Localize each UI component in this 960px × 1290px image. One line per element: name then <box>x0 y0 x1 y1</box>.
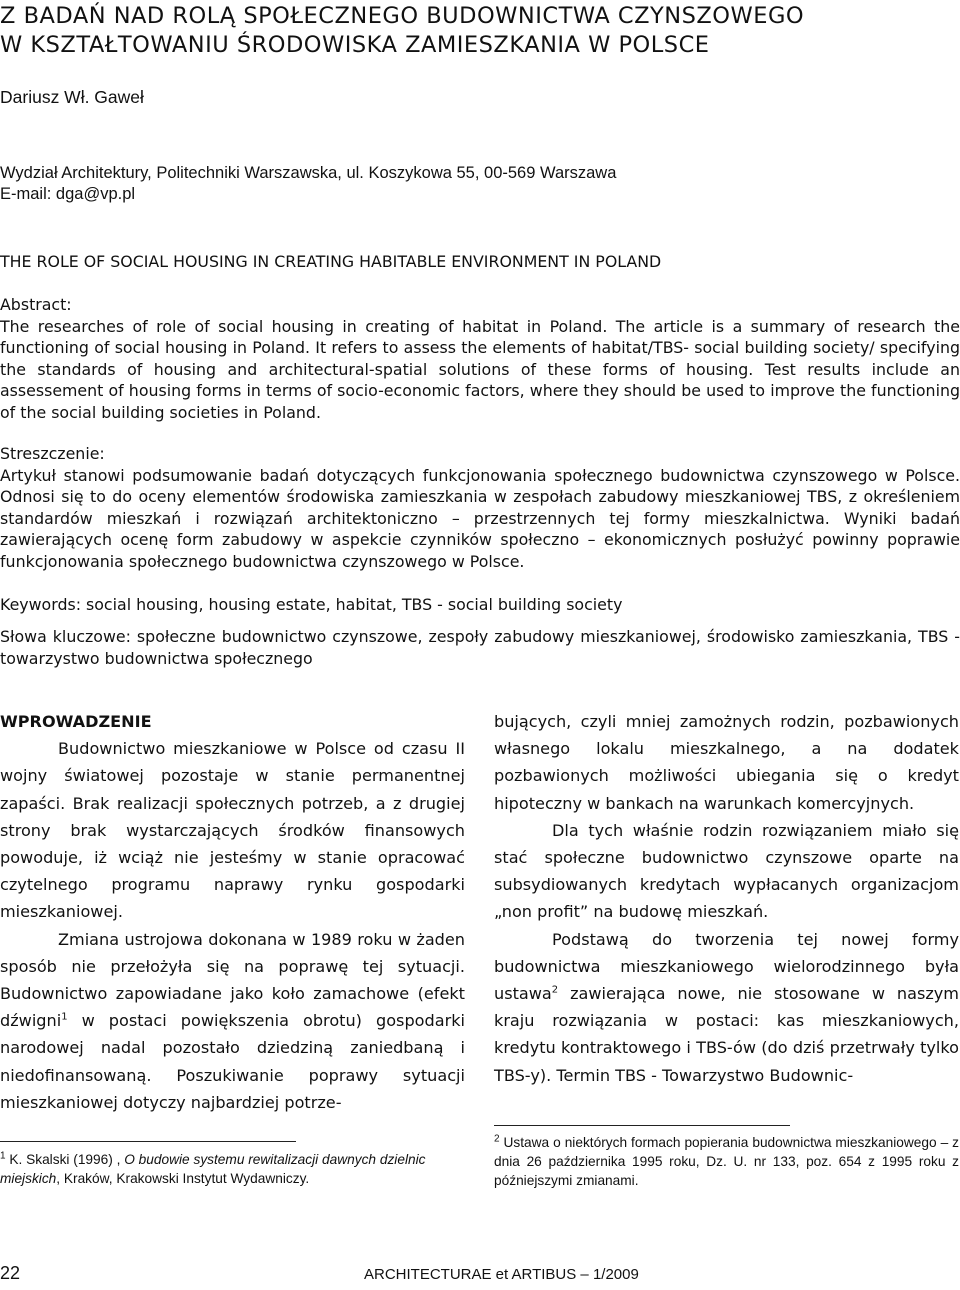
streszczenie-label: Streszczenie: <box>0 444 105 463</box>
footnote-rule-right <box>494 1125 790 1126</box>
journal-footer: ARCHITECTURAE et ARTIBUS – 1/2009 <box>364 1266 639 1283</box>
left-paragraph-2 <box>0 926 465 1116</box>
footnote-ref-1: 1 <box>61 1011 68 1023</box>
right-paragraph-3-text-a: Podstawą do tworzenia tej nowej formy budownictwa mieszkaniowego wielorodzinnego była ustawa <box>494 929 959 1004</box>
footnote-1-title: O budowie systemu rewitalizacji dawnych dzielnic miejskich <box>0 1152 426 1186</box>
right-paragraph-1: bujących, czyli mniej zamożnych rodzin, pozbawionych własnego lokalu mieszkalnego, a na dodatek pozbawionych możliwości ubiegania się o kredyt hipoteczny w bankach na warunkach komercyjnych. <box>494 712 959 813</box>
left-paragraph-2-text-b: w postaci powiększenia obrotu) gospodarki narodowej nadal pozostało dziedziną zaniedbaną i niedofinansowaną. Poszukiwanie poprawy sytuacji mieszkaniowej dotyczy najbardziej potrze- <box>0 1011 465 1112</box>
right-paragraph-3 <box>494 926 959 1089</box>
footnote-1-rest: , Kraków, Krakowski Instytut Wydawniczy. <box>56 1171 310 1186</box>
left-column <box>0 708 465 1116</box>
left-paragraph-1: Budownictwo mieszkaniowe w Polsce od czasu II wojny światowej pozostaje w stanie permanentnej zapaści. Brak realizacji społecznych potrzeb, a z drugiej strony brak wystarczających środków finansowych powoduje, iż wciąż nie jesteśmy w stanie opracować czytelnego programu naprawy rynku gospodarki mieszkaniowej. <box>0 739 465 922</box>
footnote-1-number: 1 <box>0 1150 6 1162</box>
abstract-section <box>0 294 960 424</box>
right-column <box>494 708 959 1089</box>
abstract-label: Abstract: <box>0 295 72 314</box>
footnote-2-number: 2 <box>494 1133 500 1145</box>
right-paragraph-3-text-b: zawierająca nowe, nie stosowane w naszym kraju rozwiązania w postaci: kas mieszkaniowych, kredytu kontraktowego i TBS-ów (do dziś przetrwały tylko TBS-y). Termin TBS - Towarzystwo Budownic- <box>494 984 959 1085</box>
page-number: 22 <box>0 1263 21 1283</box>
slowa-kluczowe: Słowa kluczowe: społeczne budownictwo czynszowe, zespoły zabudowy mieszkaniowej, środowisko zamieszkania, TBS - towarzystwo budownictwa społecznego <box>0 627 960 668</box>
footnote-ref-2: 2 <box>551 984 559 996</box>
footnote-2-text: Ustawa o niektórych formach popierania budownictwa mieszkaniowego – z dnia 26 października 1995 roku, Dz. U. nr 133, poz. 654 z 1995 roku z późniejszymi zmianami. <box>494 1135 959 1188</box>
email: E-mail: dga@vp.pl <box>0 185 136 203</box>
footnote-1 <box>0 1150 465 1188</box>
right-paragraph-2: Dla tych właśnie rodzin rozwiązaniem miało się stać społeczne budownictwo czynszowe oparte na subsydiowanych kredytach wypłacanych organizacjom „non profit” na budowę mieszkań. <box>494 820 959 922</box>
title-line-2: W KSZTAŁTOWANIU ŚRODOWISKA ZAMIESZKANIA W POLSCE <box>0 32 710 58</box>
english-title: THE ROLE OF SOCIAL HOUSING IN CREATING HABITABLE ENVIRONMENT IN POLAND <box>0 252 662 271</box>
author-name: Dariusz Wł. Gaweł <box>0 87 144 107</box>
keywords: Keywords: social housing, housing estate, habitat, TBS - social building society <box>0 595 623 614</box>
abstract-text: The researches of role of social housing in creating of habitat in Poland. The article is a summary of research the functioning of social housing in Poland. It refers to assess the elements of habitat/TBS- social building society/ specifying the standards of housing and architectural-spatial solutions of these forms of housing. Test results include an assessement of housing forms in terms of socio-economic factors, where they should be used to improve the functioning of the social building societies in Poland. <box>0 316 960 422</box>
streszczenie-text: Artykuł stanowi podsumowanie badań dotyczących funkcjonowania społecznego budownictwa czynszowego w Polsce. Odnosi się to do oceny elementów środowiska zamieszkania w zespołach zabudowy mieszkaniowej TBS, z określeniem standardów mieszkań i rozwiązań architektoniczno – przestrzennych tej formy mieszkalnictwa. Wyniki badań zawierających ocenę form zabudowy w aspekcie czynników społeczno – ekonomicznych posłużyć powinny poprawie funkcjonowania społecznego budownictwa czynszowego w Polsce. <box>0 465 960 571</box>
affiliation: Wydział Architektury, Politechniki Warszawska, ul. Koszykowa 55, 00-569 Warszawa <box>0 164 617 182</box>
affiliation-block <box>0 163 616 205</box>
title-line-1: Z BADAŃ NAD ROLĄ SPOŁECZNEGO BUDOWNICTWA CZYNSZOWEGO <box>0 3 805 29</box>
left-paragraph-2-text-a: Zmiana ustrojowa dokonana w 1989 roku w żaden sposób nie przełożyła się na poprawę tej sytuacji. Budownictwo zapowiadane jako koło zamachowe (efekt dźwigni <box>0 929 465 1031</box>
streszczenie-section <box>0 443 960 573</box>
paper-title <box>0 2 955 60</box>
footnote-2 <box>494 1133 959 1190</box>
footnote-rule-left <box>0 1141 296 1142</box>
section-heading: WPROWADZENIE <box>0 712 152 731</box>
footnote-1-author: K. Skalski (1996) , <box>5 1152 125 1167</box>
